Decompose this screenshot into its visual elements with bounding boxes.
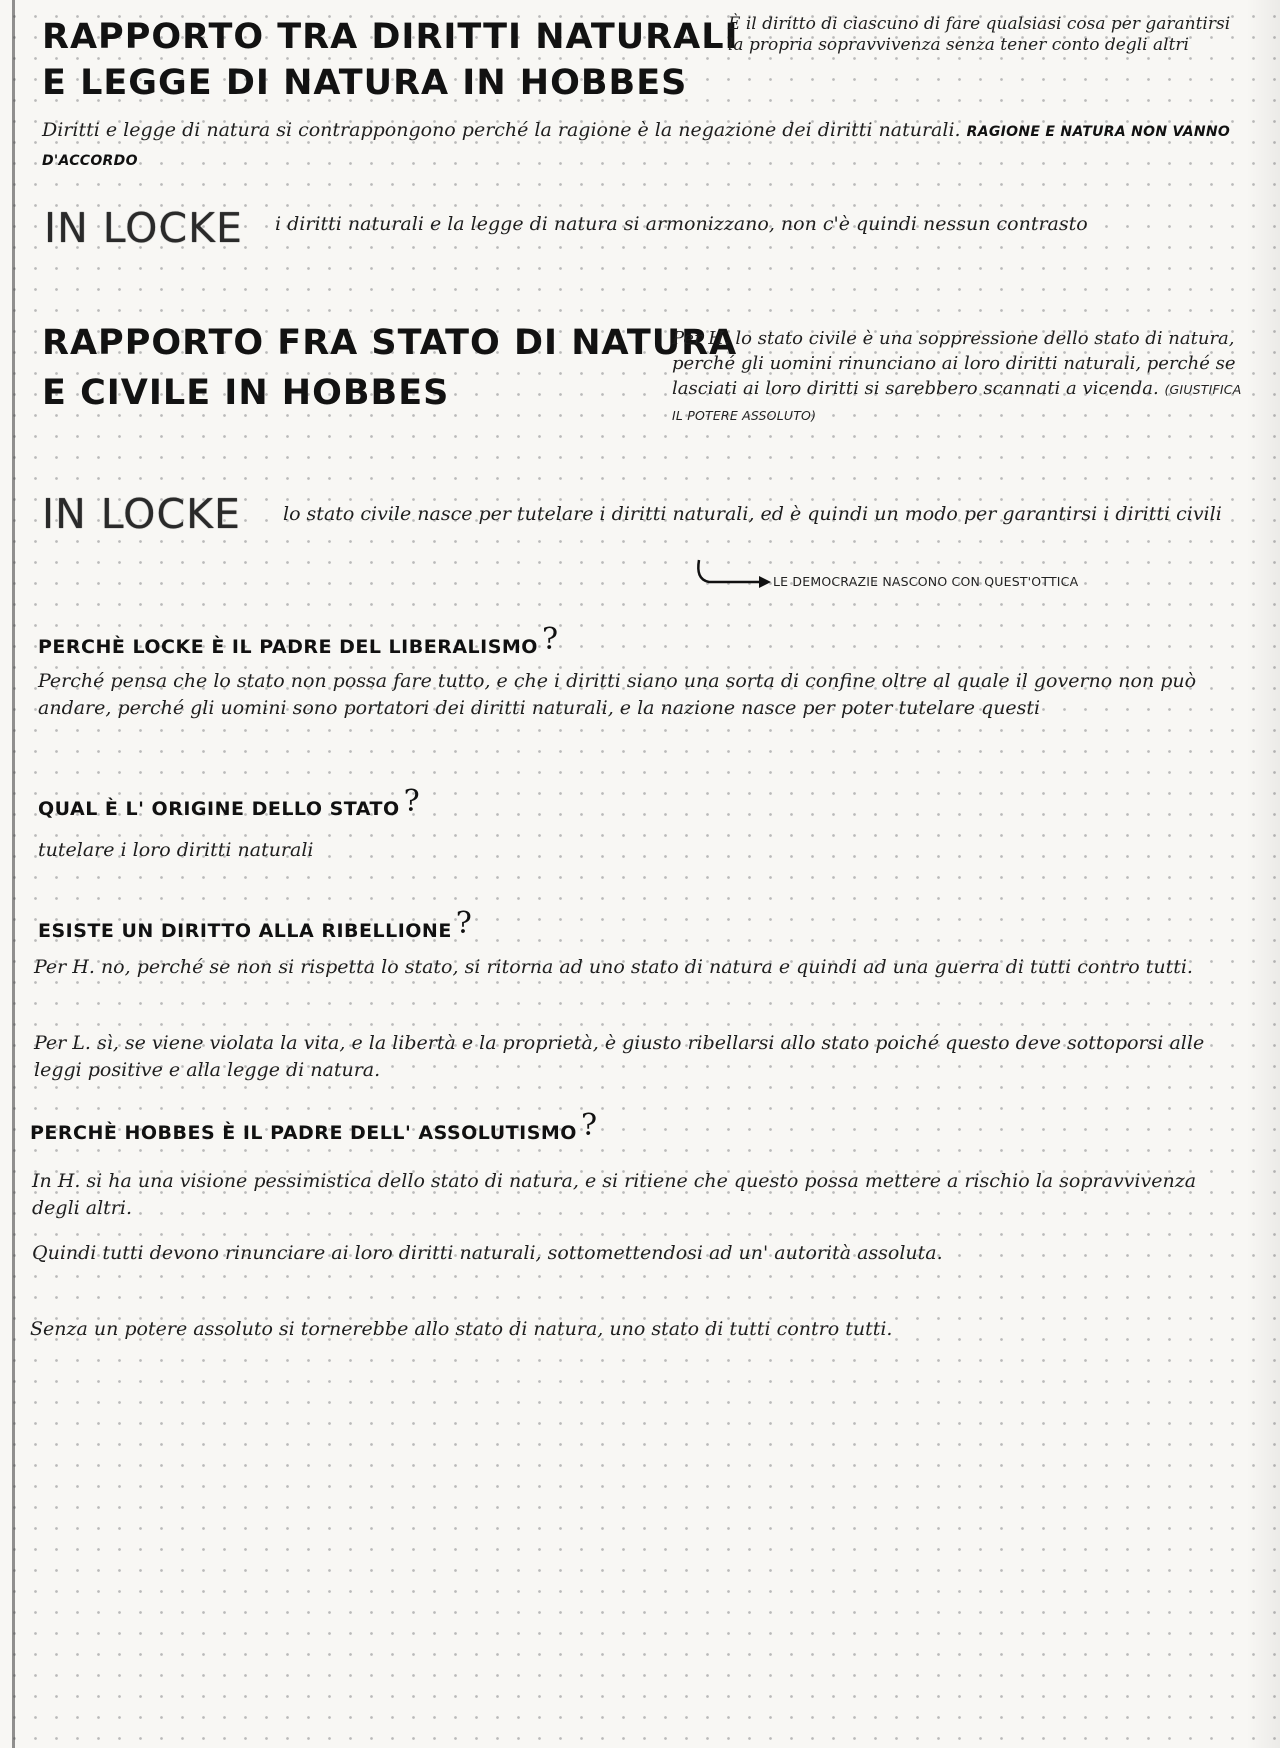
answer-origin-state: tutelare i loro diritti naturali bbox=[38, 839, 314, 861]
question-rebellion-text: ESISTE UN DIRITTO ALLA RIBELLIONE bbox=[38, 920, 452, 942]
question-origin-state-mark: ? bbox=[403, 784, 421, 819]
text-locke-harmony: i diritti naturali e la legge di natura si armonizzano, non c'è quindi nessun contrasto bbox=[275, 213, 1088, 235]
heading-hobbes-state-line1: RAPPORTO FRA STATO DI NATURA bbox=[42, 323, 738, 363]
answer-absolutism-pessimism: In H. si ha una visione pessimistica dello stato di natura, e si ritiene che questo possa mettere a rischio la sopravvivenza degli altri. bbox=[32, 1170, 1197, 1219]
question-rebellion-mark: ? bbox=[455, 906, 473, 941]
answer-absolutism-without-power: Senza un potere assoluto si tornerebbe allo stato di natura, uno stato di tutti contro tutti. bbox=[30, 1318, 893, 1340]
question-origin-state bbox=[38, 784, 421, 823]
answer-rebellion-locke: Per L. sì, se viene violata la vita, e la libertà e la proprietà, è giusto ribellarsi allo stato poiché questo deve sottoporsi alle leggi positive e alla legge di natura. bbox=[34, 1032, 1205, 1081]
text-civil-state-suppression: Per H. lo stato civile è una soppressione dello stato di natura, perché gli uomini rinunciano ai loro diritti naturali, perché se lasciati ai loro diritti si sarebbero scannati a vicenda. bbox=[672, 328, 1236, 399]
question-liberalism bbox=[38, 622, 559, 661]
question-rebellion bbox=[38, 906, 473, 945]
heading-in-locke-2: IN LOCKE bbox=[42, 490, 241, 538]
question-absolutism-text: PERCHÈ HOBBES È IL PADRE DELL' ASSOLUTISMO bbox=[30, 1122, 577, 1144]
note-justifies-absolute-power: (GIUSTIFICA IL POTERE ASSOLUTO) bbox=[672, 382, 1242, 423]
question-absolutism bbox=[30, 1108, 598, 1147]
side-note-civil-state bbox=[672, 326, 1252, 428]
emphasis-reason-nature: RAGIONE E NATURA NON VANNO D'ACCORDO bbox=[42, 124, 1231, 169]
heading-in-locke-1: IN LOCKE bbox=[44, 204, 243, 252]
arrow-icon bbox=[693, 558, 773, 594]
answer-liberalism: Perché pensa che lo stato non possa fare tutto, e che i diritti siano una sorta di confine oltre al quale il governo non può andare, perché gli uomini sono portatori dei diritti naturali, e la nazione nasce per poter tutelare questi bbox=[38, 670, 1197, 719]
question-origin-state-text: QUAL È L' ORIGINE DELLO STATO bbox=[38, 798, 400, 820]
side-note-natural-right-definition: È il diritto di ciascuno di fare qualsiasi cosa per garantirsi la propria sopravvivenza senza tener conto degli altri bbox=[728, 14, 1231, 55]
question-liberalism-text: PERCHÈ LOCKE È IL PADRE DEL LIBERALISMO bbox=[38, 636, 538, 658]
paragraph-rights-law-contrast bbox=[42, 117, 1242, 175]
answer-rebellion-hobbes: Per H. no, perché se non si rispetta lo stato, si ritorna ad uno stato di natura e quindi ad una guerra di tutti contro tutti. bbox=[34, 956, 1193, 978]
question-absolutism-mark: ? bbox=[580, 1108, 598, 1143]
page-edge-shadow bbox=[1246, 0, 1280, 1748]
answer-absolutism-renounce: Quindi tutti devono rinunciare ai loro diritti naturali, sottomettendosi ad un' autorità assoluta. bbox=[32, 1242, 943, 1264]
text-rights-law-contrast: Diritti e legge di natura si contrappongono perché la ragione è la negazione dei diritti naturali. bbox=[42, 119, 961, 141]
heading-hobbes-rights-line1: RAPPORTO TRA DIRITTI NATURALI bbox=[42, 17, 739, 57]
text-locke-civil-state: lo stato civile nasce per tutelare i diritti naturali, ed è quindi un modo per garantirsi i diritti civili bbox=[283, 503, 1222, 525]
note-democracies: LE DEMOCRAZIE NASCONO CON QUEST'OTTICA bbox=[773, 574, 1079, 589]
page-margin-line bbox=[12, 0, 15, 1748]
question-liberalism-mark: ? bbox=[541, 622, 559, 657]
heading-hobbes-rights-line2: E LEGGE DI NATURA IN HOBBES bbox=[42, 63, 688, 103]
heading-hobbes-state-line2: E CIVILE IN HOBBES bbox=[42, 373, 450, 413]
